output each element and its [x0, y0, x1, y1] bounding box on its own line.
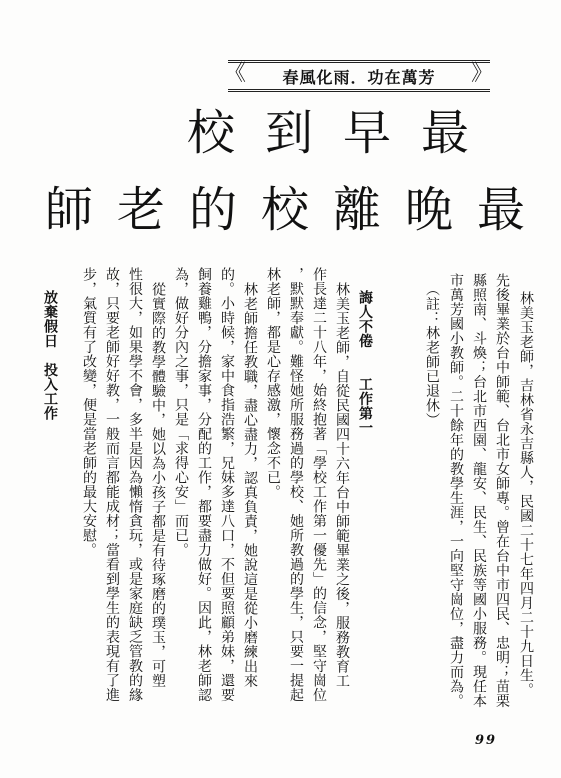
section-heading: 誨人不倦 工作第一 — [357, 290, 373, 435]
body-column: 性很大，如果學不會，多半是因為懶惰貪玩，或是家庭缺乏管教的緣 — [127, 267, 143, 702]
body-column: 林老師，都是心存感激，懷念不已。 — [265, 267, 281, 499]
banner-text: 春風化雨．功在萬芳 — [282, 67, 436, 87]
section-heading: 放棄假日 投入工作 — [42, 290, 58, 421]
body-column: 林美玉老師，吉林省永吉縣人，民國二十七年四月二十九日生。 — [518, 291, 534, 697]
body-column: 林美玉老師，自從民國四十六年台中師範畢業之後，服務教育工 — [334, 282, 350, 688]
body-column: 的。小時候，家中食指浩繁，兄妹多達八口，不但要照顧弟妹，還要 — [219, 267, 235, 702]
body-column: 從實際的教學體驗中，她以為小孩子都是有待琢磨的璞玉，可塑 — [150, 282, 166, 688]
title-line-2-text: 最晚離校的老師 — [45, 182, 550, 238]
section-banner — [224, 60, 494, 92]
body-column: 市萬芳國小教師。二十餘年的教學生涯，一向堅守崗位，盡力而為。 — [448, 273, 464, 708]
body-column: 縣照南、斗煥；台北市西園、龍安、民生、民族等國小服務。現任本 — [471, 273, 487, 708]
body-column: 先後畢業於台中師範、台北市女師專。曾在台中市四民、忠明；苗栗 — [494, 273, 510, 708]
body-column: 故，只要老師好好教，一般而言都能成材；當看到學生的表現有了進 — [104, 267, 120, 702]
body-column: 步，氣質有了改變，便是當老師的最大安慰。 — [81, 267, 97, 557]
page-number: 99 — [475, 733, 498, 748]
body-column: ，默默奉獻。難怪她所服務過的學校、她所教過的學生，只要一提起 — [288, 267, 304, 702]
banner-right-mark: 》 — [470, 61, 494, 86]
body-column: 飼養雞鴨，分擔家事，分配的工作，都要盡力做好。因此，林老師認 — [196, 267, 212, 702]
title-line-2 — [45, 181, 549, 239]
title-line-1-text: 最早到校 — [186, 105, 499, 161]
body-column: 作長達二十八年，始終抱著「學校工作第一優先」的信念，堅守崗位 — [311, 267, 327, 702]
title-line-1 — [187, 104, 499, 162]
body-column: 為，做好分內之事，只是「求得心安」而已。 — [173, 267, 189, 557]
body-column-note: （註：林老師已退休） — [424, 282, 440, 427]
body-column: 林老師擔任教職，盡心盡力，認真負責，她說這是從小磨練出來 — [242, 282, 258, 688]
banner-left-mark: 《 — [224, 61, 248, 86]
